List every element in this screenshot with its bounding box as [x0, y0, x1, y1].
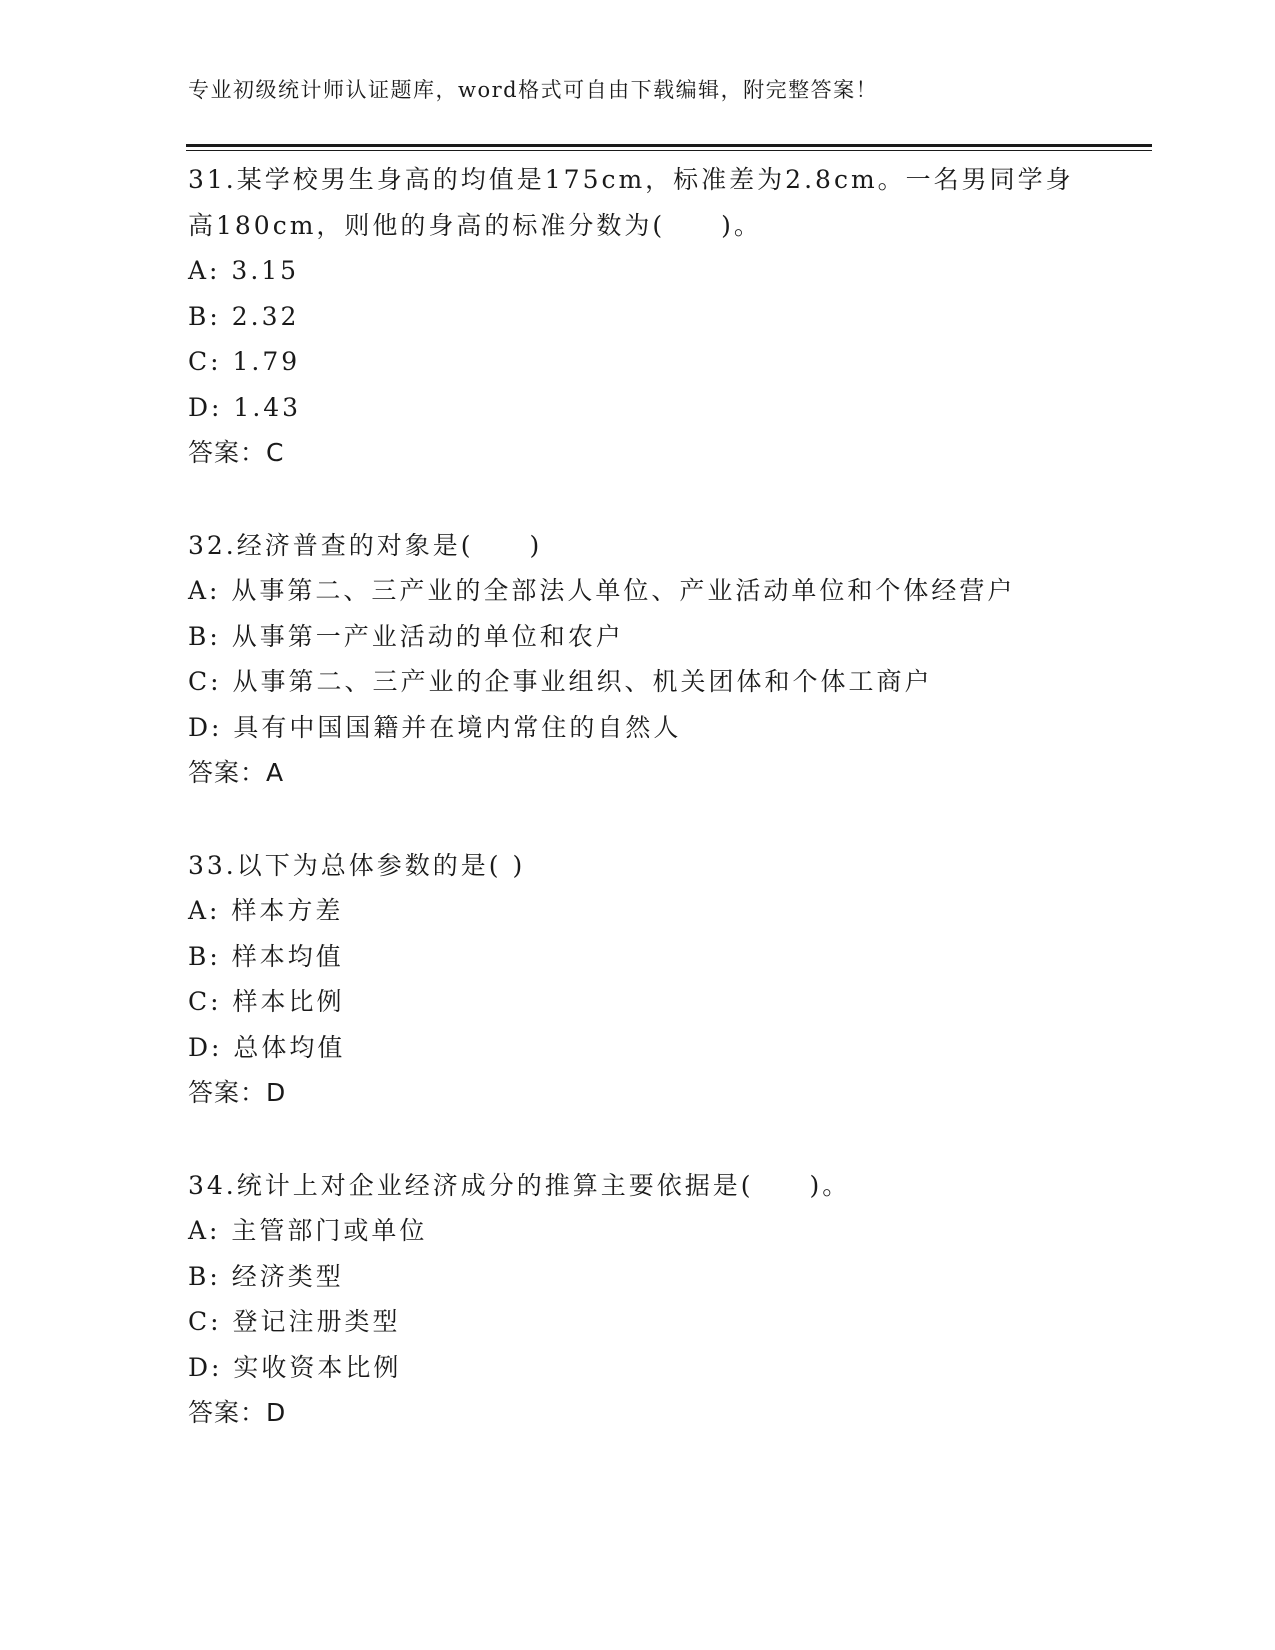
question-list [188, 157, 1088, 1436]
option-d: D: 具有中国国籍并在境内常住的自然人 [188, 712, 682, 742]
option-b: B: 从事第一产业活动的单位和农户 [188, 621, 624, 651]
answer-label: 答案：C [188, 438, 285, 467]
option-b: B: 2.32 [188, 301, 300, 331]
question-stem-line: 34.统计上对企业经济成分的推算主要依据是( )。 [188, 1170, 851, 1200]
question-31 [188, 157, 1088, 476]
option-c: C: 登记注册类型 [188, 1307, 401, 1336]
option-d: D: 实收资本比例 [188, 1352, 402, 1382]
page-header: 专业初级统计师认证题库，word格式可自由下载编辑，附完整答案！ [188, 78, 879, 102]
option-d: D: 1.43 [188, 392, 302, 422]
header-divider-thin [186, 150, 1152, 151]
option-b: B: 样本均值 [188, 941, 344, 971]
question-stem-line: 高180cm，则他的身高的标准分数为( )。 [188, 210, 762, 240]
question-stem-line: 31.某学校男生身高的均值是175cm，标准差为2.8cm。一名男同学身 [188, 165, 1074, 194]
question-33 [188, 843, 1088, 1116]
option-c: C: 样本比例 [188, 987, 345, 1016]
answer-label: 答案：A [188, 758, 285, 787]
option-a: A: 从事第二、三产业的全部法人单位、产业活动单位和个体经营户 [188, 576, 1016, 605]
option-d: D: 总体均值 [188, 1032, 346, 1062]
question-stem-line: 32.经济普查的对象是( ) [188, 530, 543, 560]
question-stem-line: 33.以下为总体参数的是( ) [188, 850, 526, 880]
question-34 [188, 1163, 1088, 1436]
option-b: B: 经济类型 [188, 1261, 344, 1291]
option-c: C: 从事第二、三产业的企事业组织、机关团体和个体工商户 [188, 667, 933, 696]
question-32 [188, 523, 1088, 796]
answer-label: 答案：D [188, 1398, 287, 1427]
option-c: C: 1.79 [188, 347, 301, 376]
option-a: A: 主管部门或单位 [188, 1216, 428, 1245]
option-a: A: 样本方差 [188, 896, 344, 925]
header-divider-thick [186, 144, 1152, 147]
option-a: A: 3.15 [188, 256, 300, 285]
answer-label: 答案：D [188, 1078, 287, 1107]
